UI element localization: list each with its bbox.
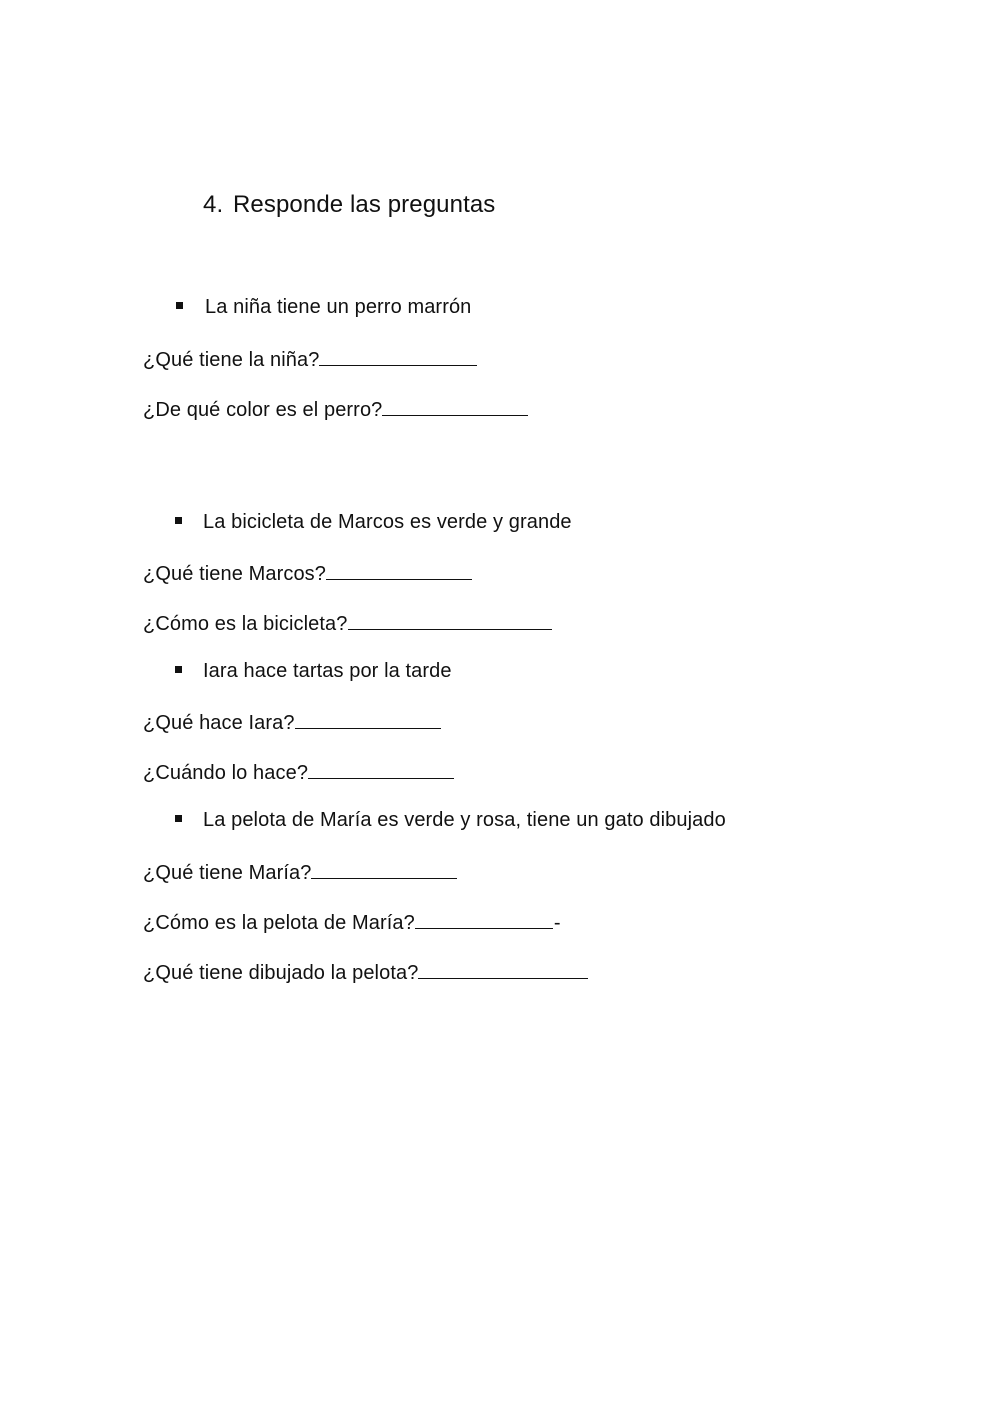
answer-blank[interactable] <box>348 609 552 630</box>
answer-blank[interactable] <box>319 345 477 366</box>
answer-blank[interactable] <box>308 758 454 779</box>
exercise-heading <box>203 191 495 219</box>
bullet-square-icon <box>175 815 182 822</box>
statement-1: La niña tiene un perro marrón <box>205 296 472 318</box>
question-text: ¿Qué tiene Marcos? <box>143 563 326 585</box>
bullet-square-icon <box>176 302 183 309</box>
question-row <box>143 345 477 372</box>
question-text: ¿Qué hace Iara? <box>143 712 295 734</box>
statement-2: La bicicleta de Marcos es verde y grande <box>203 511 572 533</box>
question-row <box>143 858 457 885</box>
answer-blank[interactable] <box>418 958 588 979</box>
question-text: ¿De qué color es el perro? <box>143 399 383 421</box>
question-text: ¿Qué tiene María? <box>143 862 312 884</box>
question-text: ¿Cómo es la bicicleta? <box>143 613 348 635</box>
bullet-square-icon <box>175 666 182 673</box>
question-row <box>143 908 561 935</box>
answer-blank[interactable] <box>415 908 553 929</box>
exercise-number: 4. <box>203 191 224 218</box>
question-row <box>143 609 552 636</box>
question-text: ¿Qué tiene la niña? <box>143 349 320 371</box>
question-row <box>143 395 528 422</box>
answer-suffix: - <box>553 912 561 934</box>
question-row <box>143 758 454 785</box>
exercise-title: Responde las preguntas <box>233 191 496 218</box>
statement-3: Iara hace tartas por la tarde <box>203 660 452 682</box>
answer-blank[interactable] <box>295 708 441 729</box>
question-text: ¿Cómo es la pelota de María? <box>143 912 415 934</box>
answer-blank[interactable] <box>326 559 472 580</box>
question-row <box>143 708 441 735</box>
bullet-square-icon <box>175 517 182 524</box>
statement-4: La pelota de María es verde y rosa, tiene un gato dibujado <box>203 809 726 831</box>
answer-blank[interactable] <box>382 395 528 416</box>
question-text: ¿Qué tiene dibujado la pelota? <box>143 962 419 984</box>
answer-blank[interactable] <box>311 858 457 879</box>
question-text: ¿Cuándo lo hace? <box>143 762 309 784</box>
question-row <box>143 559 472 586</box>
question-row <box>143 958 588 985</box>
